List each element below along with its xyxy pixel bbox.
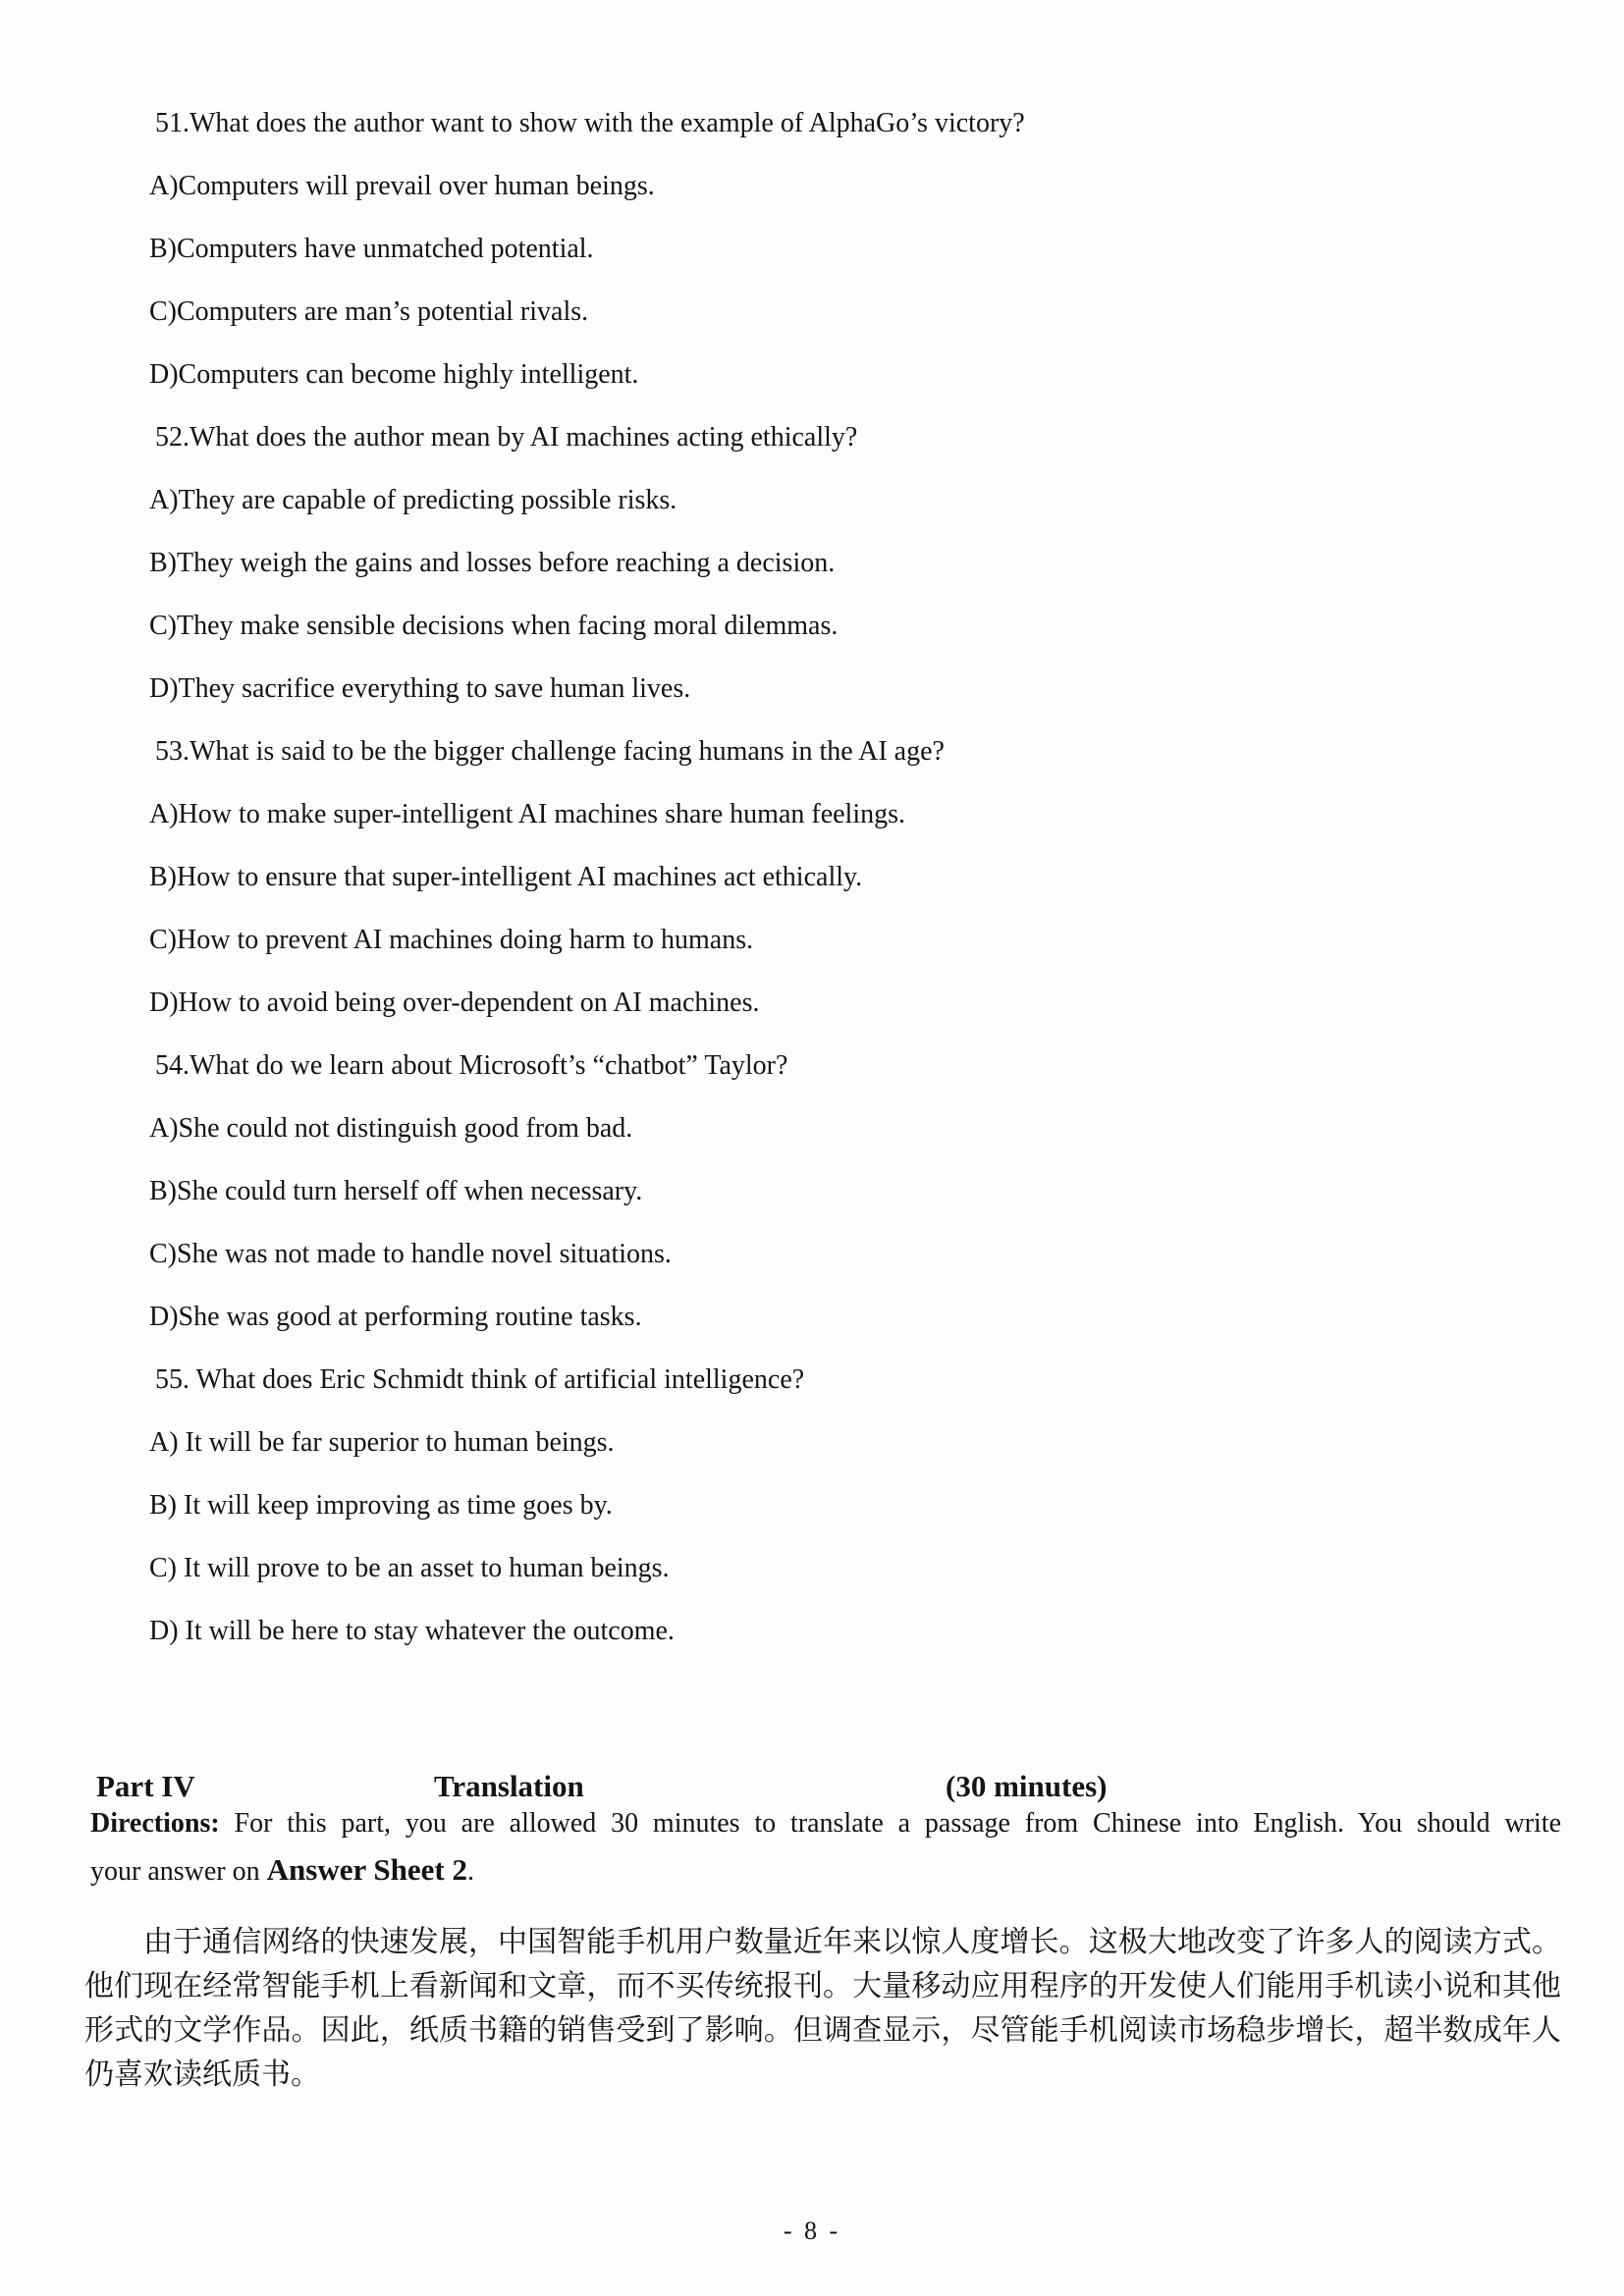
question-option: A)She could not distinguish good from bad. (149, 1113, 633, 1144)
question-stem: 51.What does the author want to show with the example of AlphaGo’s victory? (155, 108, 1025, 138)
question-stem: 55. What does Eric Schmidt think of artificial intelligence? (155, 1364, 805, 1395)
directions-line2-suffix: . (467, 1856, 474, 1887)
question-option: C)How to prevent AI machines doing harm to humans. (149, 925, 754, 955)
directions-line-1 (90, 1800, 1561, 1846)
question-option: B) It will keep improving as time goes by. (149, 1490, 613, 1521)
question-option: C)She was not made to handle novel situations. (149, 1239, 672, 1269)
question-stem: 53.What is said to be the bigger challenge facing humans in the AI age? (155, 736, 945, 767)
question-option: B)Computers have unmatched potential. (149, 234, 594, 264)
question-option: B)How to ensure that super-intelligent AI machines act ethically. (149, 862, 863, 892)
answer-sheet-label: Answer Sheet 2 (266, 1852, 467, 1887)
question-option: A)Computers will prevail over human beings. (149, 171, 655, 201)
part4-directions (90, 1800, 1561, 1895)
question-option: D)How to avoid being over-dependent on AI machines. (149, 988, 760, 1018)
question-option: C)They make sensible decisions when facing moral dilemmas. (149, 611, 839, 641)
page-number: - 8 - (783, 2216, 841, 2245)
question-option: C) It will prove to be an asset to human beings. (149, 1553, 670, 1583)
question-option: D)They sacrifice everything to save human lives. (149, 673, 691, 704)
question-option: A)How to make super-intelligent AI machines share human feelings. (149, 799, 905, 829)
question-option: B)They weigh the gains and losses before reaching a decision. (149, 548, 836, 578)
translation-passage: 由于通信网络的快速发展，中国智能手机用户数量近年来以惊人度增长。这极大地改变了许多人的阅读方式。他们现在经常智能手机上看新闻和文章，而不买传统报刊。大量移动应用程序的开发使人们能用手机读小说和其他形式的文学作品。因此，纸质书籍的销售受到了影响。但调查显示，尽管能手机阅读市场稳步增长，超半数成年人仍喜欢读纸质书。 (84, 1926, 1561, 2091)
directions-line2-prefix: your answer on (90, 1856, 267, 1887)
question-stem: 52.What does the author mean by AI machines acting ethically? (155, 422, 858, 453)
directions-line-2 (90, 1846, 1561, 1895)
question-option: C)Computers are man’s potential rivals. (149, 296, 589, 327)
part4-duration: (30 minutes) (946, 1769, 1108, 1803)
question-stem: 54.What do we learn about Microsoft’s “chatbot” Taylor? (155, 1050, 788, 1081)
part4-label: Part IV (96, 1769, 195, 1803)
part4-title: Translation (434, 1769, 584, 1803)
question-option: B)She could turn herself off when necessary. (149, 1176, 643, 1206)
question-option: D)She was good at performing routine tasks. (149, 1302, 642, 1332)
question-option: D) It will be here to stay whatever the outcome. (149, 1616, 675, 1646)
question-option: A) It will be far superior to human beings. (149, 1427, 615, 1458)
question-option: A)They are capable of predicting possible risks. (149, 485, 677, 515)
questions-list (149, 92, 1565, 1663)
question-option: D)Computers can become highly intelligent. (149, 359, 639, 390)
directions-label: Directions: (90, 1808, 220, 1839)
directions-text: For this part, you are allowed 30 minutes to translate a passage from Chinese into English. You should write (234, 1808, 1562, 1839)
